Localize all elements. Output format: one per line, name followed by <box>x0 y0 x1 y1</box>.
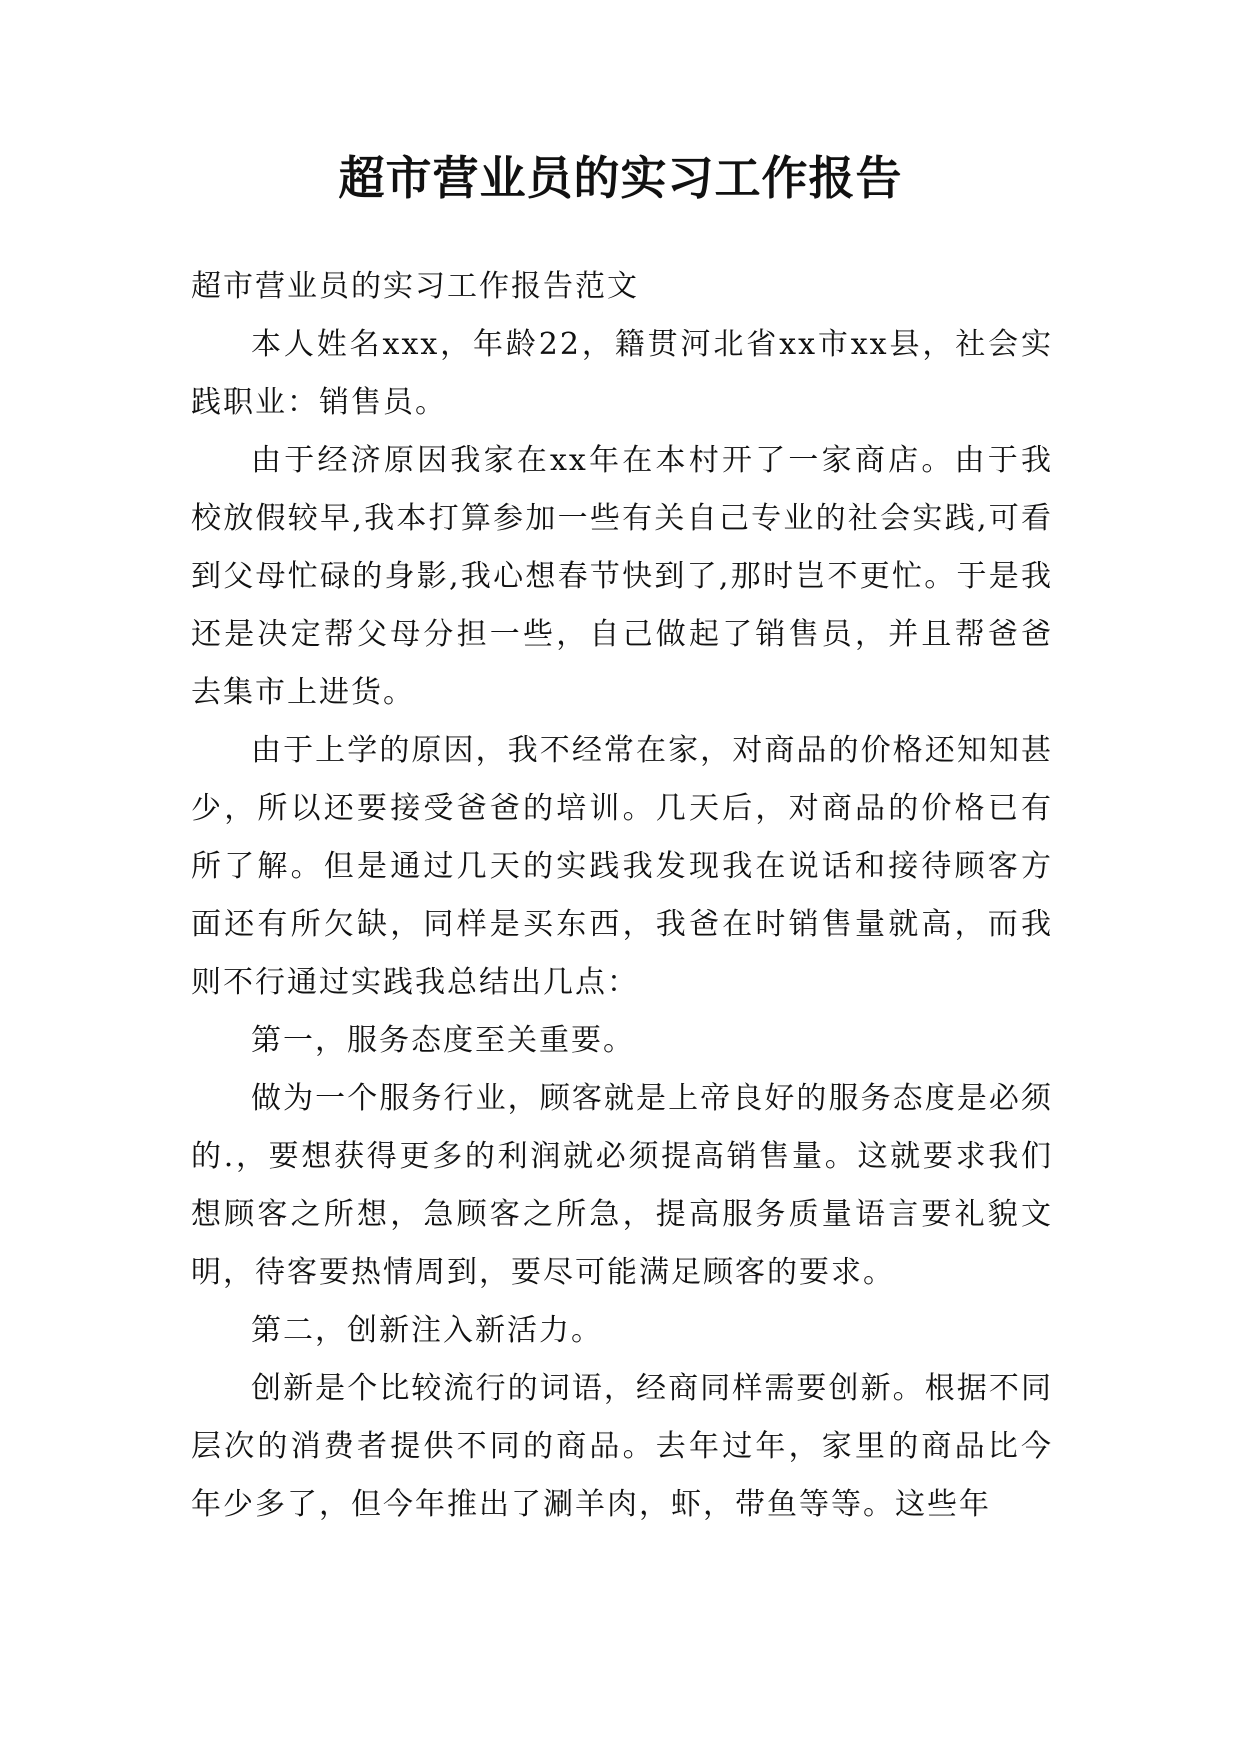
subtitle-line: 超市营业员的实习工作报告范文 <box>191 269 639 304</box>
paragraph-service-attitude: 做为一个服务行业，顾客就是上帝良好的服务态度是必须的.，要想获得更多的利润就必须提高销售量。这就要求我们想顾客之所想，急顾客之所急，提高服务质量语言要礼貌文明，待客要热情周到，要尽可能满足顾客的要求。 <box>191 1081 1053 1290</box>
paragraph-personal-info: 本人姓名xxx，年龄22，籍贯河北省xx市xx县，社会实践职业：销售员。 <box>191 327 1053 420</box>
paragraph-innovation: 创新是个比较流行的词语，经商同样需要创新。根据不同层次的消费者提供不同的商品。去年过年，家里的商品比今年少多了，但今年推出了涮羊肉，虾，带鱼等等。这些年 <box>191 1371 1053 1522</box>
point-one-heading: 第一，服务态度至关重要。 <box>251 1023 635 1058</box>
paragraph-background: 由于经济原因我家在xx年在本村开了一家商店。由于我校放假较早,我本打算参加一些有关自己专业的社会实践,可看到父母忙碌的身影,我心想春节快到了,那时岂不更忙。于是我还是决定帮父母分担一些，自己做起了销售员，并且帮爸爸去集市上进货。 <box>191 443 1053 710</box>
point-two-heading: 第二，创新注入新活力。 <box>251 1313 603 1348</box>
page-title: 超市营业员的实习工作报告 <box>338 151 903 205</box>
paragraph-training: 由于上学的原因，我不经常在家，对商品的价格还知知甚少，所以还要接受爸爸的培训。几天后，对商品的价格已有所了解。但是通过几天的实践我发现我在说话和接待顾客方面还有所欠缺，同样是买东西，我爸在时销售量就高，而我则不行通过实践我总结出几点： <box>191 733 1053 1000</box>
document-body <box>191 258 1053 1534</box>
